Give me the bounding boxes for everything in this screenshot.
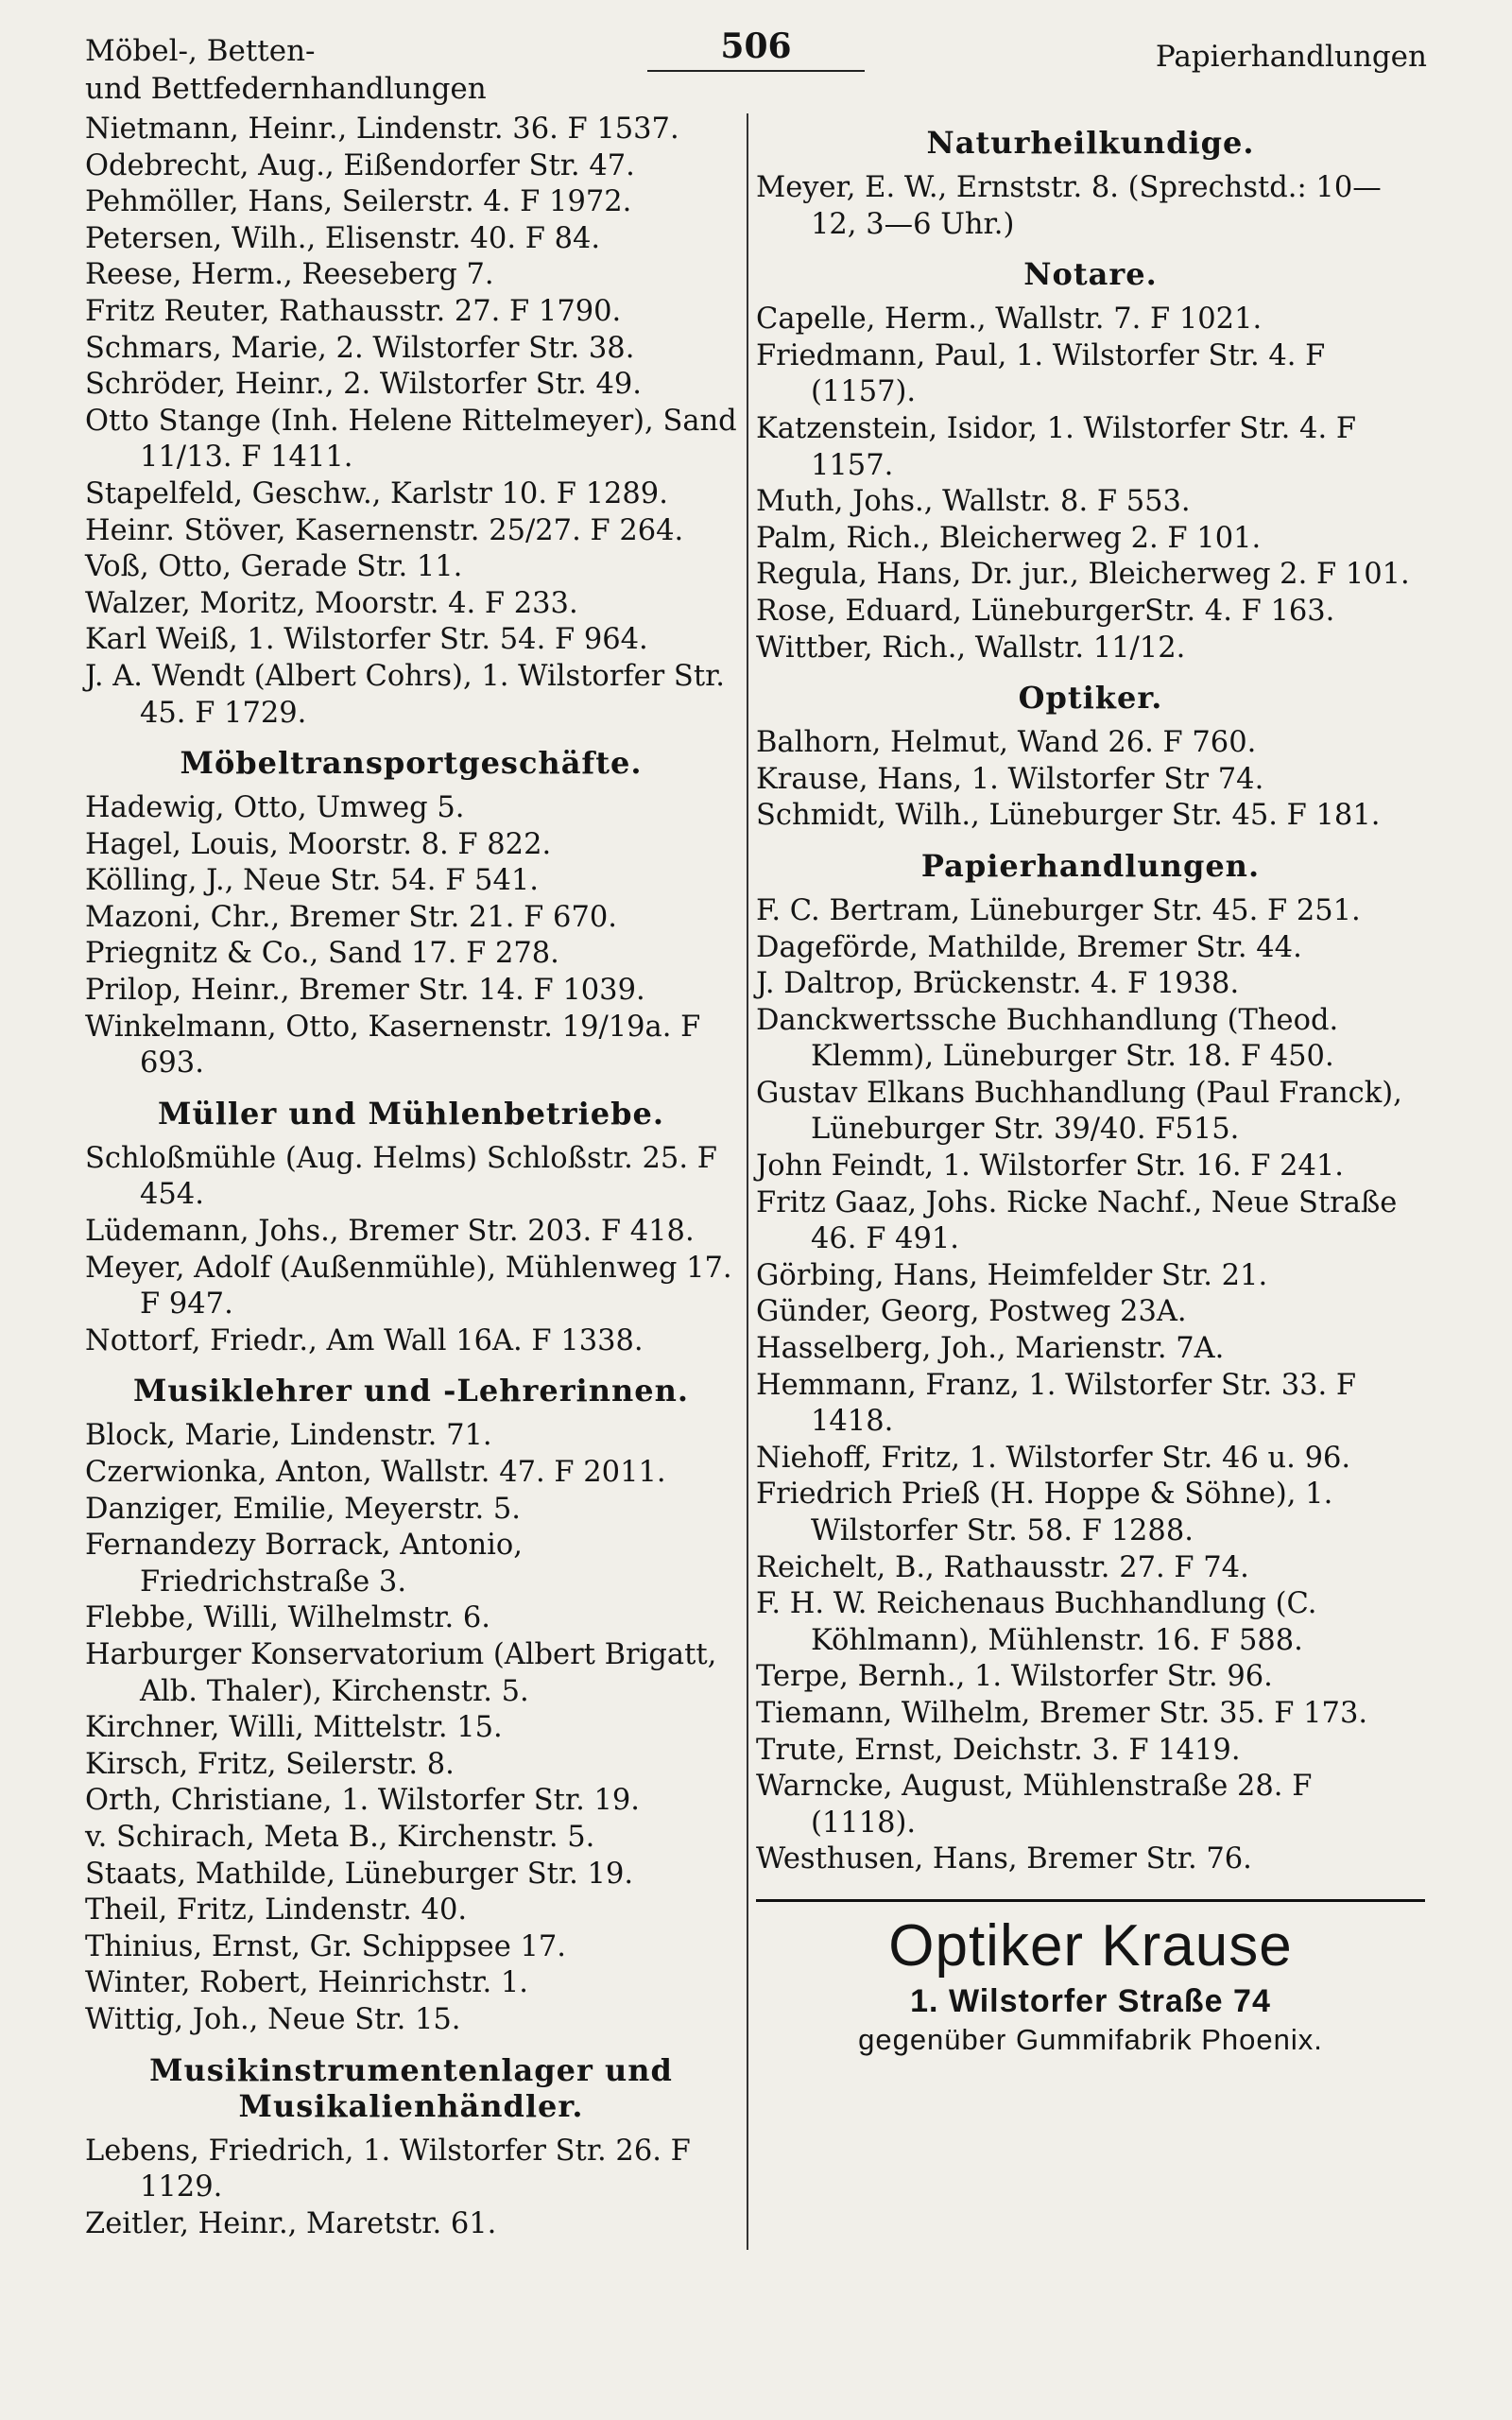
directory-entry: Günder, Georg, Postweg 23A. <box>756 1295 1187 1329</box>
directory-entry: Hemmann, Franz, 1. Wilstorfer Str. 33. F 1418. <box>756 1368 1357 1439</box>
directory-entry: Harburger Konservatorium (Albert Brigatt, Alb. Thaler), Kirchenstr. 5. <box>85 1637 717 1708</box>
directory-entry: Voß, Otto, Gerade Str. 11. <box>85 550 463 584</box>
directory-entry: Fritz Reuter, Rathausstr. 27. F 1790. <box>85 294 622 328</box>
directory-entry: F. C. Bertram, Lüneburger Str. 45. F 251. <box>756 893 1361 927</box>
directory-entry: Flebbe, Willi, Wilhelmstr. 6. <box>85 1601 490 1635</box>
directory-entry: Kirchner, Willi, Mittelstr. 15. <box>85 1711 503 1745</box>
section-entries <box>85 1418 737 2038</box>
running-head-left-line2: und Bettfedernhandlungen <box>85 72 487 106</box>
page-number-rule <box>647 70 865 72</box>
directory-entry: Regula, Hans, Dr. jur., Bleicherweg 2. F 101. <box>756 558 1410 592</box>
directory-entry: Odebrecht, Aug., Eißendorfer Str. 47. <box>85 148 635 182</box>
directory-entry: Terpe, Bernh., 1. Wilstorfer Str. 96. <box>756 1660 1273 1694</box>
section-heading: Notare. <box>1023 256 1158 293</box>
directory-entry: Kirsch, Fritz, Seilerstr. 8. <box>85 1747 455 1781</box>
directory-entry: Lebens, Friedrich, 1. Wilstorfer Str. 26. F 1129. <box>85 2134 691 2204</box>
directory-entry: Wittig, Joh., Neue Str. 15. <box>85 2002 461 2036</box>
left-sections <box>85 745 737 2242</box>
directory-entry: Rose, Eduard, LüneburgerStr. 4. F 163. <box>756 594 1335 628</box>
directory-entry: Fernandezy Borrack, Antonio, Friedrichstraße 3. <box>85 1529 523 1599</box>
section-heading: Musikinstrumentenlager und Musikalienhändler. <box>149 2051 673 2124</box>
directory-entry: Meyer, Adolf (Außenmühle), Mühlenweg 17. F 947. <box>85 1251 732 1322</box>
section-entries <box>756 302 1425 666</box>
directory-entry: Block, Marie, Lindenstr. 71. <box>85 1419 492 1453</box>
directory-entry: Mazoni, Chr., Bremer Str. 21. F 670. <box>85 900 617 934</box>
directory-entry: Winter, Robert, Heinrichstr. 1. <box>85 1966 528 2000</box>
directory-entry: Thinius, Ernst, Gr. Schippsee 17. <box>85 1929 566 1963</box>
directory-entry: v. Schirach, Meta B., Kirchenstr. 5. <box>85 1820 595 1854</box>
running-head-left-line1: Möbel-, Betten- <box>85 34 316 68</box>
directory-entry: Nottorf, Friedr., Am Wall 16A. F 1338. <box>85 1323 644 1357</box>
directory-entry: Kölling, J., Neue Str. 54. F 541. <box>85 864 539 898</box>
directory-entry: Dageförde, Mathilde, Bremer Str. 44. <box>756 930 1302 964</box>
section-heading: Optiker. <box>1018 680 1163 717</box>
page-header <box>85 26 1427 112</box>
directory-entry: Warncke, August, Mühlenstraße 28. F (1118). <box>756 1770 1313 1840</box>
directory-entry: Palm, Rich., Bleicherweg 2. F 101. <box>756 521 1262 555</box>
directory-entry: Heinr. Stöver, Kasernenstr. 25/27. F 264. <box>85 513 684 547</box>
directory-entry: Friedrich Prieß (H. Hoppe & Söhne), 1. Wilstorfer Str. 58. F 1288. <box>756 1478 1333 1547</box>
directory-entry: Pehmöller, Hans, Seilerstr. 4. F 1972. <box>85 185 632 219</box>
directory-entry: Reese, Herm., Reeseberg 7. <box>85 258 494 292</box>
section-entries <box>756 893 1425 1878</box>
directory-entry: Czerwionka, Anton, Wallstr. 47. F 2011. <box>85 1456 666 1489</box>
section-heading: Möbeltransportgeschäfte. <box>180 745 643 782</box>
section-entries <box>85 1141 737 1360</box>
directory-entry: Schmars, Marie, 2. Wilstorfer Str. 38. <box>85 331 635 365</box>
directory-entry: John Feindt, 1. Wilstorfer Str. 16. F 241. <box>756 1150 1345 1184</box>
directory-entry: Danckwertssche Buchhandlung (Theod. Klemm), Lüneburger Str. 18. F 450. <box>756 1003 1339 1074</box>
directory-entry: J. Daltrop, Brückenstr. 4. F 1938. <box>756 967 1240 1001</box>
directory-entry: Orth, Christiane, 1. Wilstorfer Str. 19. <box>85 1784 640 1818</box>
advertisement <box>756 1899 1425 2059</box>
directory-entry: F. H. W. Reichenaus Buchhandlung (C. Köhlmann), Mühlenstr. 16. F 588. <box>756 1587 1317 1657</box>
directory-entry: Schloßmühle (Aug. Helms) Schloßstr. 25. F 454. <box>85 1141 717 1212</box>
directory-entry: Winkelmann, Otto, Kasernenstr. 19/19a. F 693. <box>85 1010 701 1080</box>
directory-entry: Fritz Gaaz, Johs. Ricke Nachf., Neue Straße 46. F 491. <box>756 1185 1398 1256</box>
directory-entry: Schmidt, Wilh., Lüneburger Str. 45. F 181. <box>756 799 1381 833</box>
ad-address: 1. Wilstorfer Straße 74 <box>910 1982 1271 2019</box>
left-column <box>85 112 737 2242</box>
directory-entry: Capelle, Herm., Wallstr. 7. F 1021. <box>756 302 1263 337</box>
right-sections <box>756 125 1425 1878</box>
section-heading: Musiklehrer und -Lehrerinnen. <box>132 1373 689 1409</box>
directory-entry: Danziger, Emilie, Meyerstr. 5. <box>85 1492 521 1526</box>
directory-entry: Lüdemann, Johs., Bremer Str. 203. F 418. <box>85 1215 695 1249</box>
directory-entry: Katzenstein, Isidor, 1. Wilstorfer Str. 4. F 1157. <box>756 411 1357 482</box>
directory-entry: J. A. Wendt (Albert Cohrs), 1. Wilstorfer Str. 45. F 1729. <box>85 659 726 730</box>
directory-entry: Karl Weiß, 1. Wilstorfer Str. 54. F 964. <box>85 623 648 657</box>
directory-entry: Priegnitz & Co., Sand 17. F 278. <box>85 937 559 971</box>
directory-entry: Niehoff, Fritz, 1. Wilstorfer Str. 46 u. 96. <box>756 1441 1351 1475</box>
directory-entry: Otto Stange (Inh. Helene Rittelmeyer), Sand 11/13. F 1411. <box>85 404 737 475</box>
right-column <box>756 112 1425 2059</box>
section-entries <box>85 2134 737 2243</box>
directory-entry: Tiemann, Wilhelm, Bremer Str. 35. F 173. <box>756 1696 1368 1730</box>
directory-entry: Nietmann, Heinr., Lindenstr. 36. F 1537. <box>85 112 679 146</box>
directory-entry: Gustav Elkans Buchhandlung (Paul Franck), Lüneburger Str. 39/40. F515. <box>756 1076 1402 1147</box>
directory-entry: Trute, Ernst, Deichstr. 3. F 1419. <box>756 1733 1241 1767</box>
directory-entry: Staats, Mathilde, Lüneburger Str. 19. <box>85 1857 634 1891</box>
directory-entry: Wittber, Rich., Wallstr. 11/12. <box>756 631 1186 665</box>
ad-title: Optiker Krause <box>888 1912 1293 1979</box>
directory-entry: Meyer, E. W., Ernststr. 8. (Sprechstd.: 10—12, 3—6 Uhr.) <box>756 171 1382 241</box>
directory-entry: Muth, Johs., Wallstr. 8. F 553. <box>756 485 1191 519</box>
section-entries <box>85 790 737 1082</box>
section-entries <box>756 725 1425 835</box>
directory-entry: Balhorn, Helmut, Wand 26. F 760. <box>756 726 1257 760</box>
directory-entry: Prilop, Heinr., Bremer Str. 14. F 1039. <box>85 974 645 1008</box>
ad-subtitle: gegenüber Gummifabrik Phoenix. <box>858 2022 1323 2056</box>
directory-entry: Görbing, Hans, Heimfelder Str. 21. <box>756 1258 1268 1292</box>
directory-entry: Krause, Hans, 1. Wilstorfer Str 74. <box>756 762 1264 796</box>
directory-entry: Theil, Fritz, Lindenstr. 40. <box>85 1893 468 1927</box>
column-divider <box>747 113 748 2250</box>
directory-entry: Hasselberg, Joh., Marienstr. 7A. <box>756 1332 1225 1366</box>
page-number: 506 <box>720 26 792 66</box>
left-intro-entries <box>85 112 737 732</box>
directory-entry: Petersen, Wilh., Elisenstr. 40. F 84. <box>85 221 601 255</box>
directory-entry: Zeitler, Heinr., Maretstr. 61. <box>85 2206 497 2240</box>
directory-entry: Reichelt, B., Rathausstr. 27. F 74. <box>756 1550 1249 1584</box>
section-heading: Müller und Mühlenbetriebe. <box>158 1095 664 1132</box>
directory-entry: Friedmann, Paul, 1. Wilstorfer Str. 4. F (1157). <box>756 338 1326 409</box>
section-heading: Papierhandlungen. <box>920 847 1261 884</box>
running-head-right: Papierhandlungen <box>1155 40 1427 74</box>
directory-entry: Hagel, Louis, Moorstr. 8. F 822. <box>85 827 552 861</box>
directory-entry: Stapelfeld, Geschw., Karlstr 10. F 1289. <box>85 476 668 510</box>
section-entries <box>756 170 1425 243</box>
directory-entry: Hadewig, Otto, Umweg 5. <box>85 791 465 825</box>
directory-entry: Schröder, Heinr., 2. Wilstorfer Str. 49. <box>85 368 642 402</box>
directory-entry: Westhusen, Hans, Bremer Str. 76. <box>756 1842 1252 1876</box>
section-heading: Naturheilkundige. <box>926 125 1255 161</box>
directory-entry: Walzer, Moritz, Moorstr. 4. F 233. <box>85 586 578 620</box>
